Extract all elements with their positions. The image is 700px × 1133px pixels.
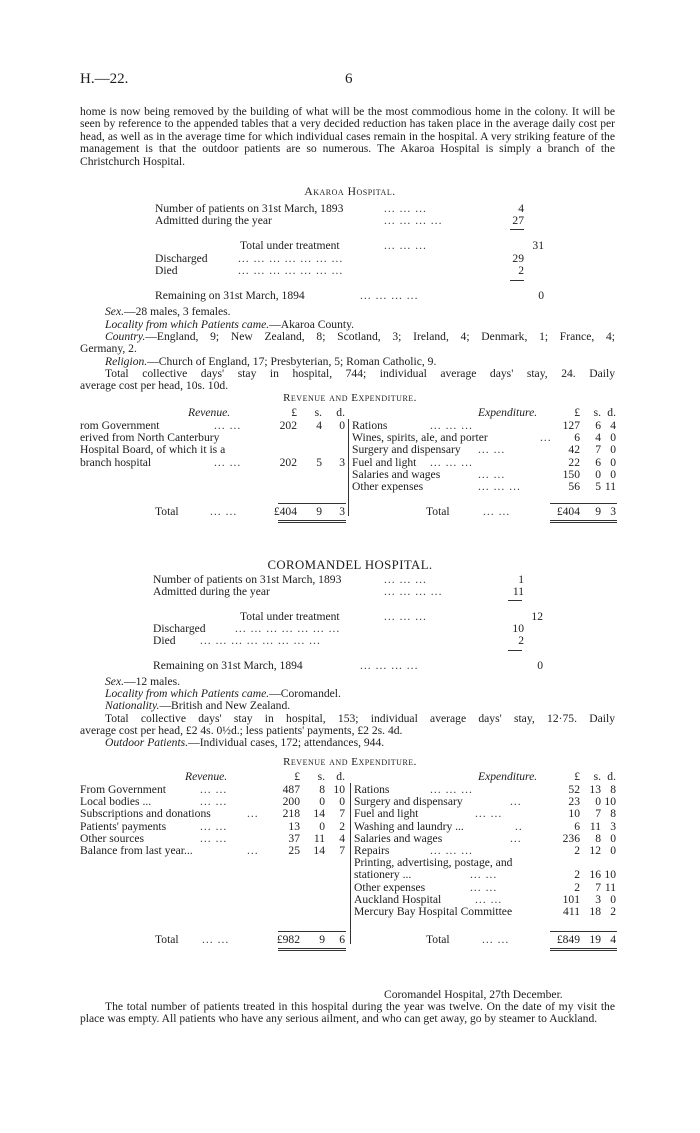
expenditure-item-label: Fuel and light [354,807,419,821]
leader-dots: ... ... ... [430,455,473,469]
akaroa-sex-note: Sex.—28 males, 3 females. [105,305,231,318]
expenditure-item-shillings: 0 [595,467,601,481]
revenue-item-shillings: 8 [319,783,325,796]
expenditure-shillings-heading: s. [593,406,601,419]
leader-dots: ... ... [200,783,228,796]
leader-dots: ... ... [483,505,511,518]
coromandel-outdoor-note: Outdoor Patients.—Individual cases, 172; attendances, 944. [105,736,385,749]
expenditure-item-pence: 8 [610,807,616,821]
summary-value: 2 [518,264,524,277]
summary-value: 11 [512,585,524,598]
revenue-item-pence: 2 [339,819,345,833]
revenue-item-label: Hospital Board, of which it is a [80,443,226,457]
expenditure-item-shillings: 12 [589,844,601,857]
closing-paragraph: The total number of patients treated in this hospital during the year was twelve. On the date of my visit the place was empty. All patients who have any serious ailment, and who can get away, go by steamer to Auckland. [80,1000,615,1026]
revenue-item-pence: 10 [333,783,345,796]
expenditure-item-shillings: 6 [595,455,601,469]
revenue-item-label: erived from North Canterbury [80,431,220,445]
expenditure-item-pounds: 23 [568,795,580,809]
revenue-item-shillings: 11 [313,831,325,845]
expenditure-item-label: Surgery and dispensary [352,443,461,457]
expenditure-total-shillings: 9 [595,505,601,518]
revenue-item-shillings: 0 [319,819,325,833]
total-double-rule [550,948,617,951]
revenue-item-label: Balance from last year... [80,844,193,857]
expenditure-item-pence: 3 [610,819,616,833]
expenditure-item-pounds: 411 [563,905,580,918]
revenue-total-pounds: £982 [276,933,300,946]
expenditure-item-pence: 0 [610,431,616,445]
leader-dots: ... ... ... [430,783,473,796]
summary-label: Admitted during the year [155,214,272,227]
expenditure-item-pence: 10 [604,795,616,809]
revenue-total-shillings: 9 [316,505,322,518]
revenue-shillings-heading: s. [314,406,322,419]
expenditure-item-label: Salaries and wages [352,467,441,481]
summary-total: 12 [531,610,543,623]
summary-rule [510,280,524,281]
coromandel-stay-note: Total collective days' stay in hospital, 153; individual average days' stay, 12·75. Daily [105,712,615,725]
leader-dots: ... ... [475,892,503,906]
intro-paragraph: home is now being removed by the building of what will be the most commodious home in the colony. It will be seen by reference to the appended tables that a very decided reduction has taken place in the average daily cost per head, as well as in the average time for which individual cases remain in the hospital. A very striking feature of the management is that the outdoor patients are so numerous. The Akaroa Hospital is simply a branch of the Christchurch Hospital. [80,105,615,168]
expenditure-item-pence: 0 [610,892,616,906]
leader-dots: ... ... [475,807,503,821]
expenditure-pound-heading: £ [574,770,580,783]
expenditure-total-shillings: 19 [589,933,601,946]
summary-label: Remaining on 31st March, 1894 [155,289,305,302]
expenditure-total-pence: 4 [610,933,616,946]
expenditure-item-label: Rations [354,783,390,796]
revenue-item-pounds: 218 [282,807,300,821]
expenditure-item-pounds: 127 [562,419,580,432]
leader-dots: ... ... ... [384,610,427,623]
total-double-rule [278,948,346,951]
total-rule [278,503,346,504]
revenue-item-label: From Government [80,783,166,796]
expenditure-total-pounds: £404 [556,505,580,518]
revenue-total-pence: 6 [339,933,345,946]
leader-dots: ... ... [210,505,238,518]
coromandel-sex-note: Sex.—12 males. [105,675,181,688]
expenditure-item-label: Salaries and wages [354,831,443,845]
revenue-item-label: branch hospital [80,455,152,469]
summary-label: Died [153,634,176,647]
revenue-item-shillings: 0 [319,795,325,809]
expenditure-item-pence: 2 [610,905,616,918]
expenditure-item-shillings: 4 [595,431,601,445]
revenue-item-label: Subscriptions and donations [80,807,211,821]
revenue-item-pence: 0 [339,795,345,809]
expenditure-item-pence: 0 [610,455,616,469]
revenue-item-label: rom Government [80,419,160,432]
expenditure-item-shillings: 3 [595,892,601,906]
revenue-total-pounds: £404 [273,505,297,518]
expenditure-item-label: Mercury Bay Hospital Committee [354,905,513,918]
expenditure-item-shillings: 11 [589,819,601,833]
expenditure-item-pounds: 22 [568,455,580,469]
expenditure-item-pounds: 6 [574,431,580,445]
summary-total: 0 [538,289,544,302]
leader-dots: ... [510,795,522,809]
leader-dots: ... ... [200,831,228,845]
expenditure-item-pounds: 56 [568,480,580,493]
summary-value: 2 [518,634,524,647]
revenue-item-pounds: 25 [288,844,300,857]
expenditure-item-pence: 0 [610,831,616,845]
leader-dots: ... [247,807,259,821]
summary-rule [510,229,524,230]
total-rule [550,931,617,932]
expenditure-item-shillings: 16 [589,868,601,882]
expenditure-item-pounds: 236 [562,831,580,845]
total-rule [278,931,346,932]
expenditure-item-label: Other expenses [352,480,424,493]
expenditure-item-shillings: 0 [595,795,601,809]
revenue-item-pence: 4 [339,831,345,845]
summary-value: 4 [518,202,524,215]
revenue-item-shillings: 5 [316,455,322,469]
akaroa-country-cont: Germany, 2. [80,342,137,355]
expenditure-item-label: Rations [352,419,388,432]
leader-dots: ... ... ... ... ... ... ... [238,264,344,277]
summary-label: Admitted during the year [153,585,270,598]
leader-dots: ... ... ... [430,419,473,432]
leader-dots: ... ... ... [478,480,521,493]
expenditure-item-label: Surgery and dispensary [354,795,463,809]
expenditure-heading: Expenditure. [478,406,538,419]
leader-dots: ... ... ... [384,202,427,215]
revenue-item-shillings: 14 [313,844,325,857]
revenue-item-pounds: 37 [288,831,300,845]
leader-dots: ... ... [200,795,228,809]
expenditure-item-shillings: 5 [595,480,601,493]
expenditure-item-label: Fuel and light [352,455,417,469]
expenditure-item-pence: 11 [604,880,616,894]
revenue-item-pence: 7 [339,807,345,821]
revenue-item-label: Patients' payments [80,819,167,833]
total-double-rule [278,520,346,523]
summary-label: Discharged [155,252,208,265]
total-double-rule [550,520,617,523]
leader-dots: ... ... [470,880,498,894]
expenditure-total-pounds: £849 [556,933,580,946]
akaroa-stay-cont: average cost per head, 10s. 10d. [80,379,229,392]
leader-dots: ... ... ... ... [360,289,419,302]
summary-label: Total under treatment [240,239,340,252]
expenditure-item-pence: 8 [610,783,616,796]
summary-label: Remaining on 31st March, 1894 [153,659,303,672]
report-reference: H.—22. [80,71,129,87]
coromandel-nationality-note: Nationality.—British and New Zealand. [105,699,291,712]
expenditure-item-label: Repairs [354,844,390,857]
coromandel-signoff: Coromandel Hospital, 27th December. [384,988,563,1001]
revenue-heading: Revenue. [185,770,228,783]
revenue-pence-heading: d. [336,770,345,783]
leader-dots: ... ... ... [384,573,427,586]
expenditure-item-shillings: 18 [589,905,601,918]
revenue-total-label: Total [155,505,179,518]
expenditure-item-pounds: 6 [574,819,580,833]
expenditure-item-pounds: 10 [568,807,580,821]
expenditure-item-pence: 4 [610,419,616,432]
expenditure-item-pence: 11 [604,480,616,493]
revenue-pound-heading: £ [291,406,297,419]
expenditure-item-label: Washing and laundry ... [354,819,464,833]
revenue-item-label: Local bodies ... [80,795,152,809]
summary-label: Number of patients on 31st March, 1893 [155,202,344,215]
expenditure-item-pounds: 150 [562,467,580,481]
revenue-total-shillings: 9 [319,933,325,946]
expenditure-item-label: Printing, advertising, postage, and [354,856,513,870]
leader-dots: ... ... ... ... [360,659,419,672]
expenditure-pence-heading: d. [607,770,616,783]
revenue-item-pence: 7 [339,844,345,857]
revenue-item-pounds: 13 [288,819,300,833]
revenue-total-pence: 3 [339,505,345,518]
revenue-item-pounds: 487 [282,783,300,796]
akaroa-title: Akaroa Hospital. [304,185,396,198]
table-divider [350,783,351,944]
expenditure-item-pence: 0 [610,844,616,857]
summary-value: 29 [512,252,524,265]
akaroa-re-title: Revenue and Expenditure. [283,392,417,404]
leader-dots: ... [247,844,259,857]
expenditure-item-pence: 0 [610,467,616,481]
revenue-item-pence: 0 [339,419,345,432]
leader-dots: ... ... [482,933,510,946]
summary-rule [508,600,522,601]
expenditure-item-pounds: 52 [568,783,580,796]
expenditure-heading: Expenditure. [478,770,538,783]
revenue-heading: Revenue. [188,406,231,419]
expenditure-total-label: Total [426,505,450,518]
revenue-item-pounds: 202 [279,455,297,469]
leader-dots: ... ... ... ... [384,214,443,227]
expenditure-item-pounds: 2 [574,868,580,882]
summary-label: Total under treatment [240,610,340,623]
expenditure-item-pounds: 2 [574,880,580,894]
coromandel-re-title: Revenue and Expenditure. [283,756,417,768]
expenditure-item-shillings: 7 [595,443,601,457]
summary-label: Discharged [153,622,206,635]
revenue-pound-heading: £ [294,770,300,783]
summary-value: 27 [512,214,524,227]
revenue-item-shillings: 4 [316,419,322,432]
revenue-item-label: Other sources [80,831,145,845]
summary-total: 31 [532,239,544,252]
leader-dots: ... ... [200,819,228,833]
leader-dots: ... ... ... ... ... ... ... ... [200,634,321,647]
summary-label: Died [155,264,178,277]
expenditure-item-label: stationery ... [354,868,412,882]
akaroa-locality-note: Locality from which Patients came.—Akaroa County. [105,318,355,331]
leader-dots: ... ... ... [384,239,427,252]
leader-dots: ... [510,831,522,845]
expenditure-total-pence: 3 [610,505,616,518]
summary-label: Number of patients on 31st March, 1893 [153,573,342,586]
leader-dots: .. [515,819,523,833]
expenditure-item-pence: 10 [604,868,616,882]
summary-value: 1 [518,573,524,586]
expenditure-item-shillings: 7 [595,807,601,821]
revenue-total-label: Total [155,933,179,946]
total-rule [550,503,617,504]
expenditure-shillings-heading: s. [593,770,601,783]
coromandel-stay-cont: average cost per head, £2 4s. 0½d.; less patients' payments, £2 2s. 4d. [80,724,403,737]
coromandel-locality-note: Locality from which Patients came.—Coromandel. [105,687,341,700]
revenue-item-pence: 3 [339,455,345,469]
expenditure-pound-heading: £ [574,406,580,419]
revenue-shillings-heading: s. [317,770,325,783]
expenditure-pence-heading: d. [607,406,616,419]
leader-dots: ... ... ... ... [384,585,443,598]
leader-dots: ... ... [478,443,506,457]
revenue-item-shillings: 14 [313,807,325,821]
expenditure-item-pounds: 2 [574,844,580,857]
expenditure-item-shillings: 7 [595,880,601,894]
expenditure-item-pence: 0 [610,443,616,457]
akaroa-stay-note: Total collective days' stay in hospital, 744; individual average days' stay, 24. Daily [105,367,615,380]
leader-dots: ... ... ... [430,844,473,857]
table-divider [348,419,349,516]
expenditure-item-label: Wines, spirits, ale, and porter [352,431,488,445]
summary-total: 0 [537,659,543,672]
leader-dots: ... ... ... ... ... ... ... [235,622,341,635]
revenue-item-pounds: 202 [279,419,297,432]
revenue-item-pounds: 200 [282,795,300,809]
leader-dots: ... [540,431,552,445]
summary-rule [508,650,522,651]
expenditure-item-shillings: 8 [595,831,601,845]
leader-dots: ... ... [202,933,230,946]
leader-dots: ... ... ... ... ... ... ... [238,252,344,265]
leader-dots: ... ... [478,467,506,481]
coromandel-title: COROMANDEL HOSPITAL. [267,558,433,572]
akaroa-religion-note: Religion.—Church of England, 17; Presbyterian, 5; Roman Catholic, 9. [105,355,437,368]
expenditure-item-shillings: 6 [595,419,601,432]
expenditure-item-label: Other expenses [354,880,426,894]
leader-dots: ... ... [470,868,498,882]
expenditure-item-pounds: 42 [568,443,580,457]
leader-dots: ... ... [214,419,242,432]
summary-value: 10 [512,622,524,635]
expenditure-item-label: Auckland Hospital [354,892,442,906]
leader-dots: ... ... [214,455,242,469]
revenue-pence-heading: d. [336,406,345,419]
expenditure-item-shillings: 13 [589,783,601,796]
page-number: 6 [345,71,353,87]
expenditure-item-pounds: 101 [562,892,580,906]
akaroa-country-note: Country.—England, 9; New Zealand, 8; Scotland, 3; Ireland, 4; Denmark, 1; France, 4; [105,330,615,343]
expenditure-total-label: Total [426,933,450,946]
